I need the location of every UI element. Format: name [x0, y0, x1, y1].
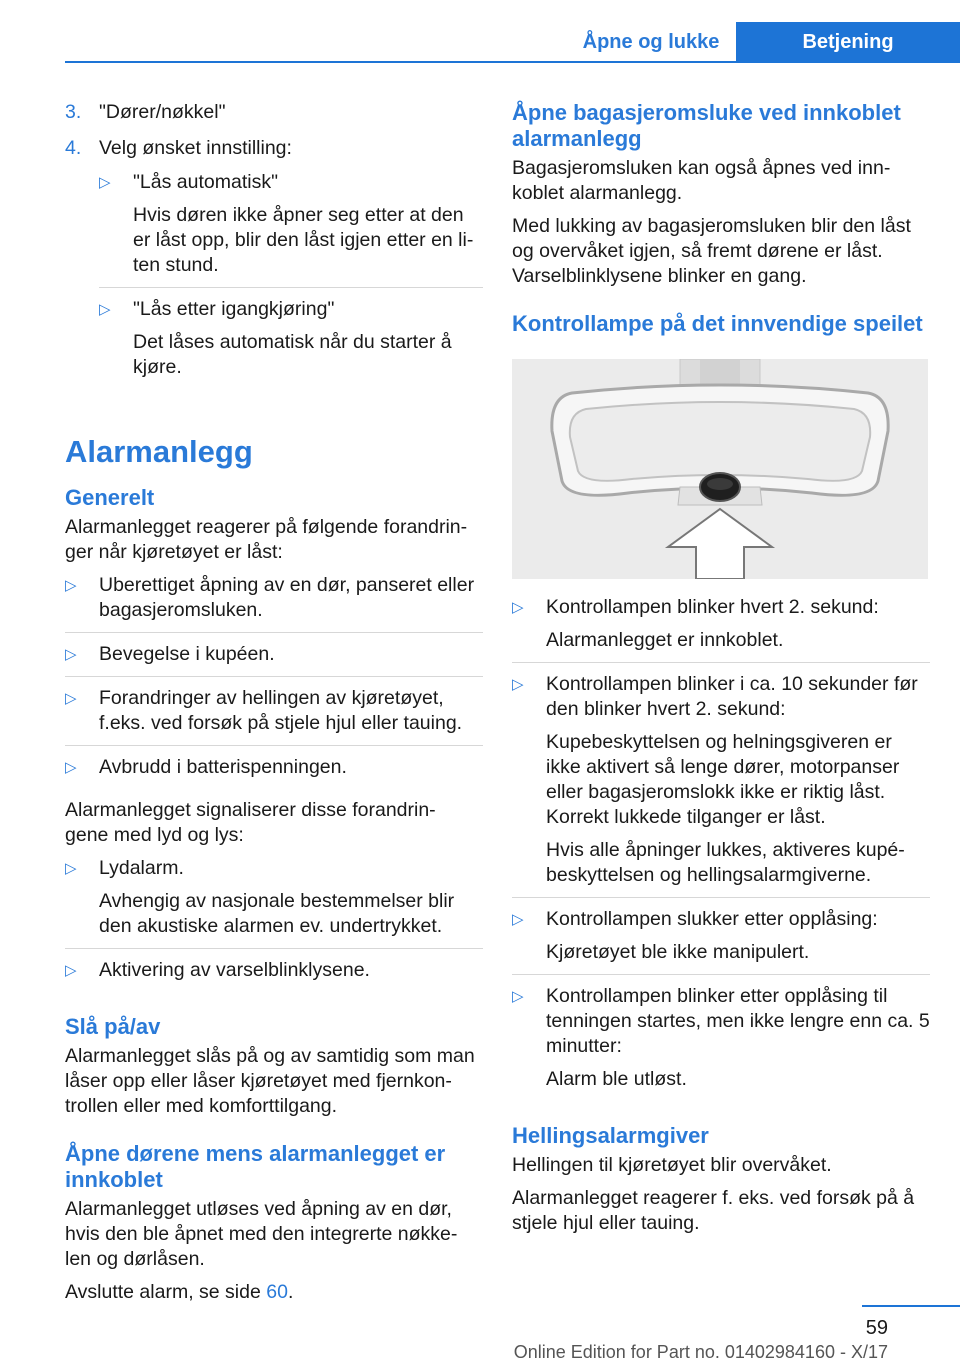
lamp-state-list: [512, 595, 930, 1101]
footer-rule: [862, 1305, 960, 1307]
onoff-text: Alarmanlegget slås på og av samtidig som man låser opp eller låser kjøretøyet med fjernkon‐ trollen eller med komforttilgang.: [65, 1045, 475, 1117]
option-auto-lock: [99, 170, 483, 288]
rearview-mirror-illustration: [512, 359, 928, 579]
lamp-state-desc: Kupebeskyttelsen og helningsgiveren er ikke aktivert så lenge dører, motorpanser eller bagasjeromslokk ikke er riktig låst. Korrekt lukkede tilganger er låst.: [546, 731, 900, 828]
list-item: ▷ Avbrudd i batterispenningen.: [65, 755, 483, 789]
step4-options: [99, 170, 483, 389]
lamp-state-title: ▷ Kontrollampen slukker etter opplåsing:: [546, 908, 878, 930]
right-column: [512, 100, 930, 1244]
list-item: [512, 672, 930, 898]
step-3: [65, 100, 483, 125]
page-number: 59: [865, 1317, 888, 1339]
list-item: [65, 958, 483, 992]
lamp-state-title: ▷ Kontrollampen blinker i ca. 10 sekunder før den blinker hvert 2. sekund:: [546, 673, 918, 720]
option-title: ▷ "Lås automatisk": [133, 171, 278, 193]
lamp-state-title: ▷ Kontrollampen blinker etter opplåsing til tenningen startes, men ikke lengre enn ca. 5 minutter:: [546, 985, 930, 1057]
list-item: ▷ Bevegelse i kupéen.: [65, 642, 483, 677]
trunk-text-1: Bagasjeromsluken kan også åpnes ved inn‐ koblet alarmanlegg.: [512, 157, 891, 204]
tilt-text-1: Hellingen til kjøretøyet blir overvåket.: [512, 1154, 832, 1176]
onoff-heading: Slå på/av: [65, 1014, 161, 1039]
lamp-state-title: ▷ Kontrollampen blinker hvert 2. sekund:: [546, 596, 879, 618]
option-title: ▷ "Lås etter igangkjøring": [133, 298, 335, 320]
signal-desc: Avhengig av nasjonale bestemmelser blir den akustiske alarmen ev. undertrykket.: [99, 890, 455, 937]
general-heading: Generelt: [65, 485, 155, 510]
section-tab[interactable]: Åpne og lukke: [582, 31, 720, 53]
trigger-list: [65, 573, 483, 789]
tilt-heading: Hellingsalarmgiver: [512, 1123, 709, 1148]
step-text: "Dører/nøkkel": [99, 101, 226, 123]
left-column: [65, 100, 483, 1313]
stop-alarm-text: [65, 1280, 483, 1305]
list-item: ▷ Forandringer av hellingen av kjøretøyet, f.eks. ved forsøk på stjele hjul eller tauing.: [65, 686, 483, 746]
lamp-state-desc: Kjøretøyet ble ikke manipulert.: [546, 941, 810, 963]
steps-list: [65, 100, 483, 389]
tilt-text-2: Alarmanlegget reagerer f. eks. ved forsøk på å stjele hjul eller tauing.: [512, 1187, 915, 1234]
list-item: [65, 856, 483, 949]
signal-title: ▷ Lydalarm.: [99, 857, 184, 879]
edition-text: Online Edition for Part no. 01402984160 - X/17: [513, 1342, 888, 1362]
lamp-heading: Kontrollampe på det innvendige speilet: [512, 311, 923, 336]
step-4: [65, 136, 483, 389]
signal-list: [65, 856, 483, 992]
page-link[interactable]: 60: [266, 1281, 288, 1303]
list-item: ▷ Uberettiget åpning av en dør, panseret eller bagasjeromsluken.: [65, 573, 483, 633]
step-number: 4.: [65, 137, 82, 159]
opendoors-text: Alarmanlegget utløses ved åpning av en dør, hvis den ble åpnet med den integrerte nøkke‐ len og dørlåsen.: [65, 1198, 458, 1270]
option-desc: Hvis døren ikke åpner seg etter at den er låst opp, blir den låst igjen etter en li‐ ten stund.: [133, 204, 474, 276]
signals-text: Alarmanlegget signaliserer disse forandrin‐ gene med lyd og lys:: [65, 799, 436, 846]
list-item: [512, 595, 930, 663]
list-item: [512, 984, 930, 1101]
lamp-state-desc: Alarm ble utløst.: [546, 1068, 687, 1090]
header-rule: [65, 61, 960, 63]
list-item: [512, 907, 930, 975]
trunk-heading: Åpne bagasjeromsluke ved innkoblet alarmanlegg: [512, 100, 901, 151]
lamp-state-desc: Alarmanlegget er innkoblet.: [546, 629, 784, 651]
opendoors-heading: Åpne dørene mens alarmanlegget er innkoblet: [65, 1141, 446, 1192]
step-number: 3.: [65, 101, 82, 123]
alarm-heading: Alarmanlegg: [65, 434, 253, 469]
stop-alarm-suffix: .: [287, 1281, 294, 1303]
chapter-tab[interactable]: Betjening: [736, 22, 960, 63]
trunk-text-2: Med lukking av bagasjeromsluken blir den låst og overvåket igjen, så fremt dørene er låst. Varselblinklysene blinker en gang.: [512, 215, 911, 287]
general-text: Alarmanlegget reagerer på følgende forandrin‐ ger når kjøretøyet er låst:: [65, 516, 468, 563]
stop-alarm-prefix: Avslutte alarm, se side: [65, 1281, 267, 1303]
lamp-state-desc: Hvis alle åpninger lukkes, aktiveres kupé‐ beskyttelsen og hellingsalarmgiverne.: [546, 839, 905, 886]
step-text: Velg ønsket innstilling:: [99, 137, 292, 159]
option-desc: Det låses automatisk når du starter å kjøre.: [133, 331, 452, 378]
signal-title: ▷ Aktivering av varselblinklysene.: [99, 959, 370, 981]
option-lock-after-drive: [99, 297, 483, 389]
